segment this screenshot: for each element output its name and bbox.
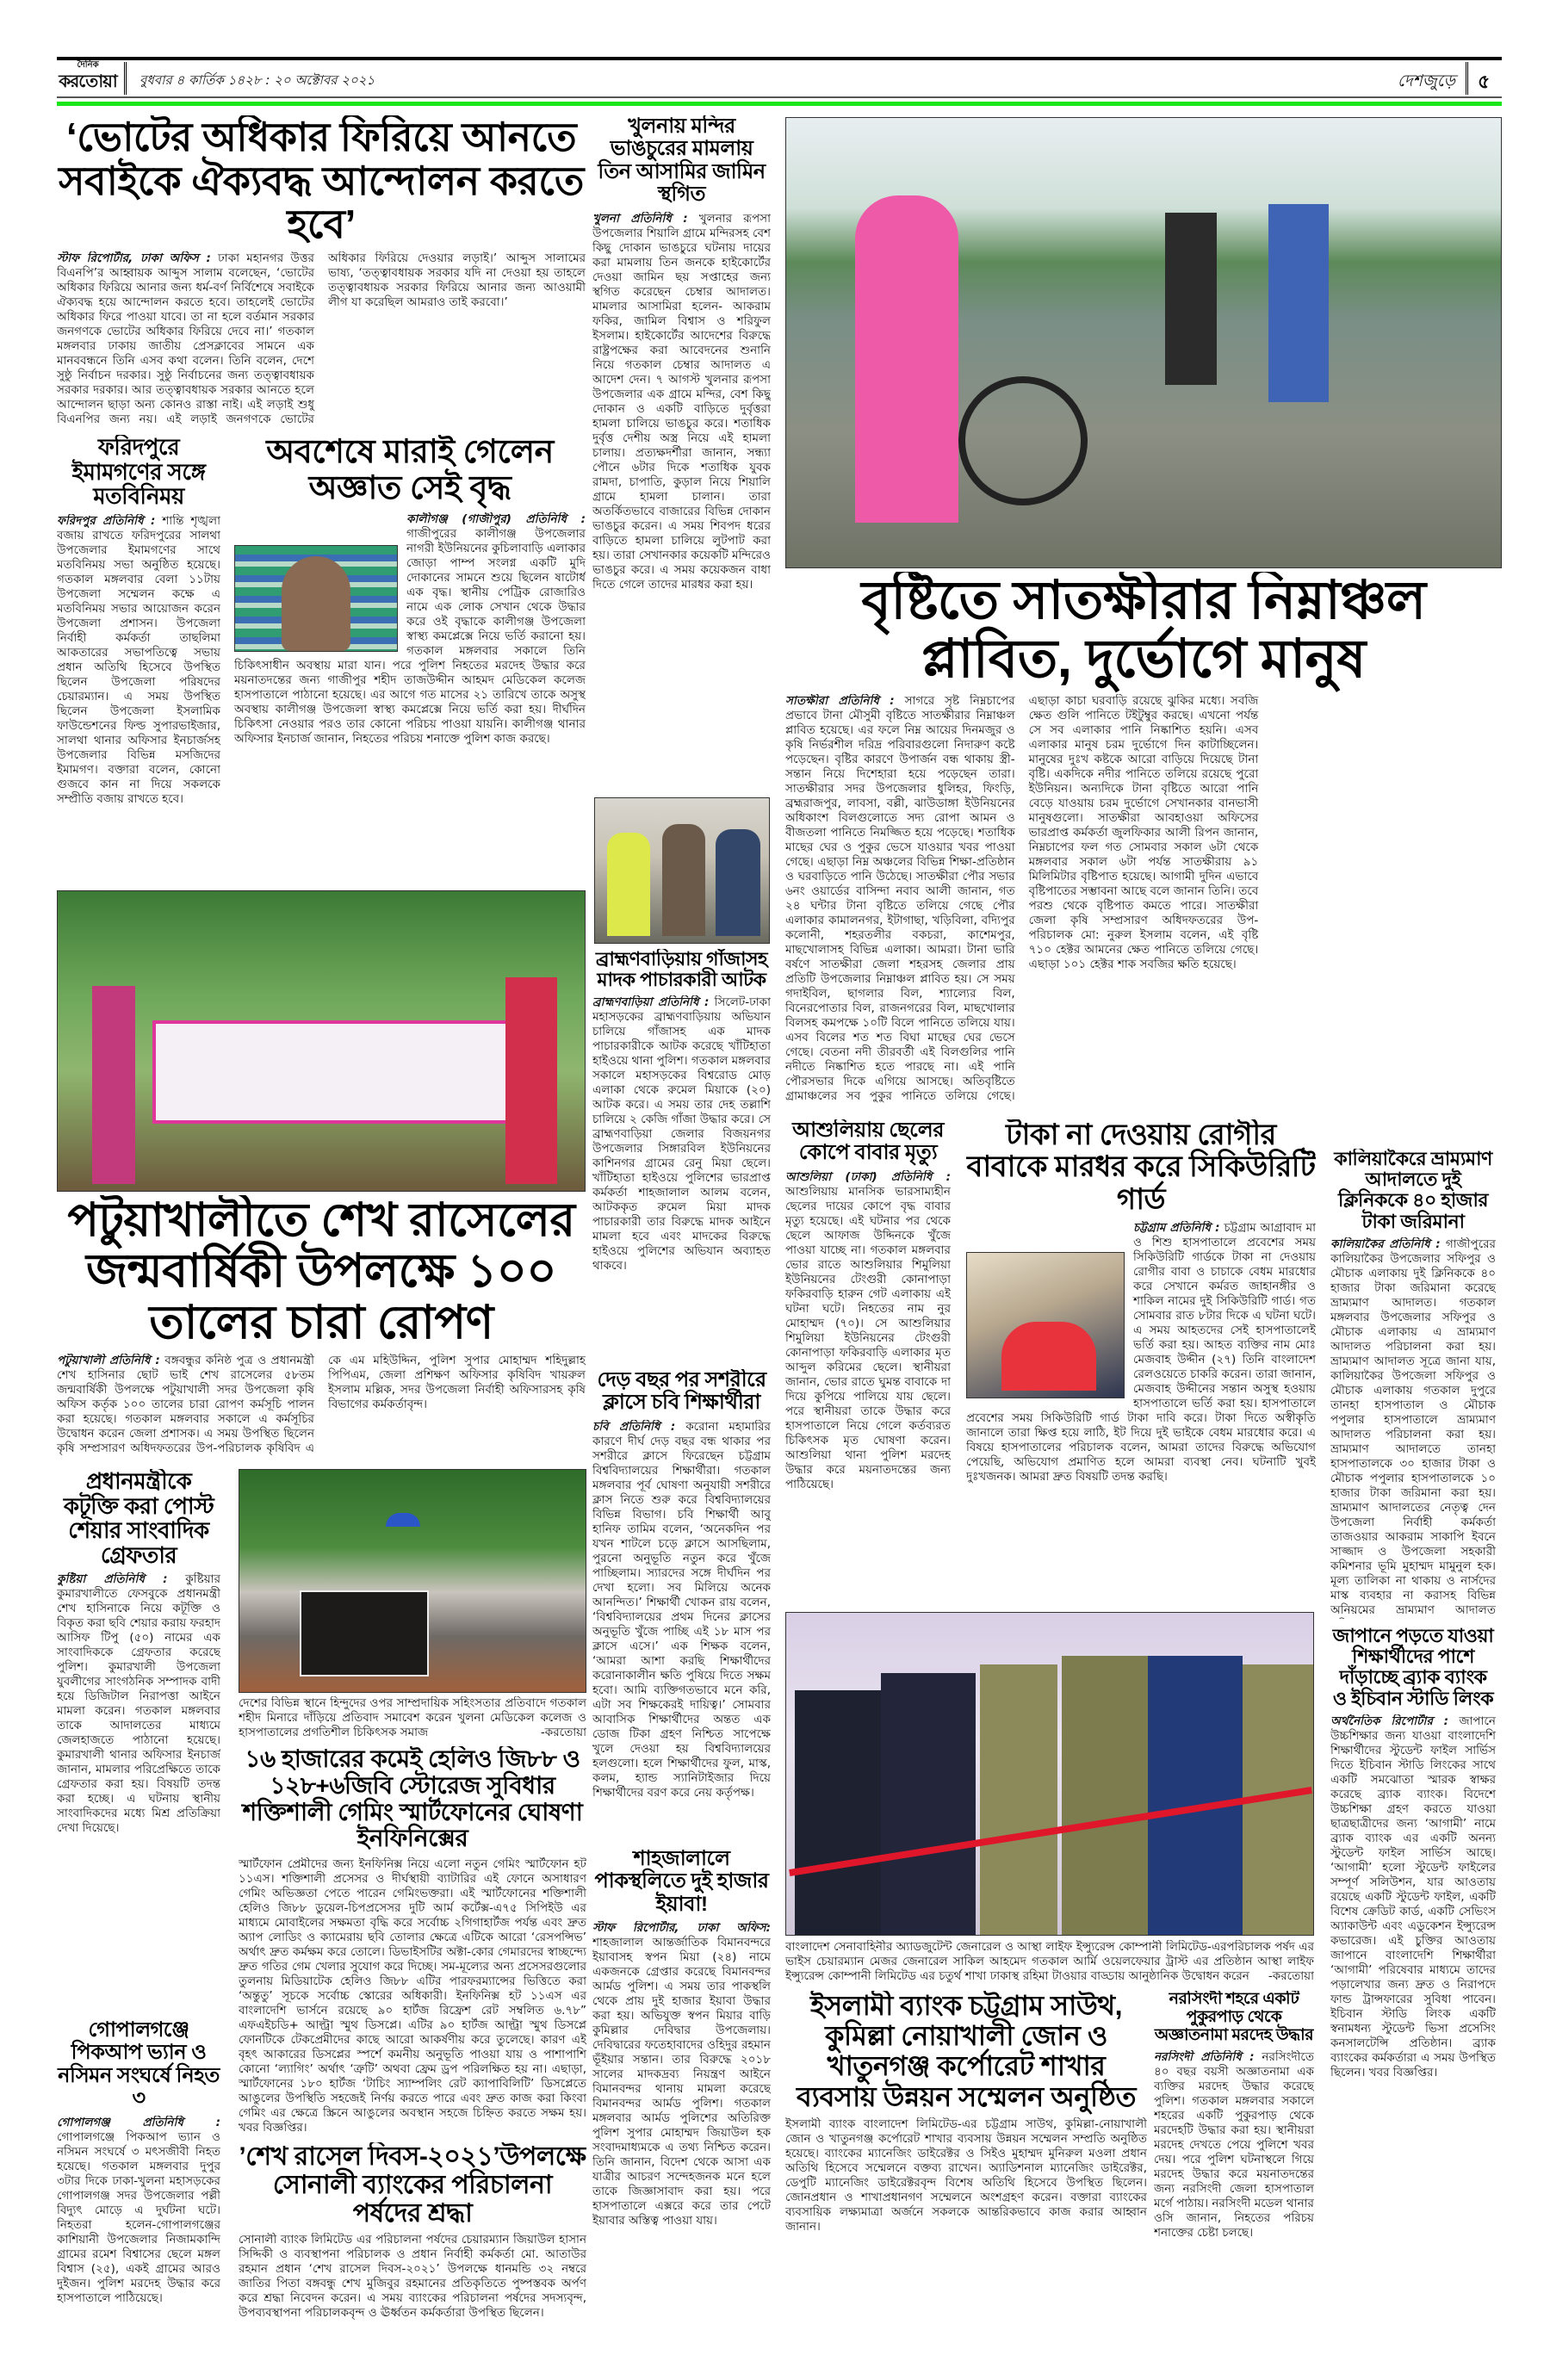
caption-text: বাংলাদেশ সেনাবাহিনীর অ্যাডজুটেন্ট জেনারেল ও আস্থা লাইফ ইন্স্যুরেন্স কোম্পানী লিমিটেড-এরপরিচালক পর্ষদ এর ভাইস চেয়ারম্যান মেজর জেনারেল সাকিল আহমেদ গতকাল আর্মি ওয়েলফেয়ার ট্রাস্ট এর প্রতিষ্ঠান আস্থা লাইফ ইন্স্যুরেন্স কোম্পানী লিমিটেড এর চতুর্থ শাখা ঢাকাস্থ রহিমা টাওয়ার বাড্ডায় আনুষ্ঠানিক উদ্বোধন করেন: [785, 1940, 1314, 1983]
person-with-bicycle: [855, 195, 958, 523]
story-text: জাপানে উচ্চশিক্ষার জন্য যাওয়া বাংলাদেশি শিক্ষার্থীদের স্টুডেন্ট ফাইল সার্ভিস দিতে ইচিবান স্টাডি লিংকের সাথে একটি সমঝোতা স্মারক স্বাক্ষর করেছে ব্র্যাক ব্যাংক। বিদেশে উচ্চশিক্ষা গ্রহণ করতে যাওয়া ছাত্রছাত্রীদের জন্য ‘আগামী’ নামে ব্র্যাক ব্যাংক এর একটি অনন্য স্টুডেন্ট ফাইল সার্ভিস আছে। ‘আগামী’ হলো স্টুডেন্ট ফাইলের সম্পূর্ণ সলিউশন, যার আওতায় রয়েছে একটি স্টুডেন্ট ফাইল, একটি বিশেষ ক্রেডিট কার্ড, একটি সেভিংস অ্যাকাউন্ট এবং এডুকেশন ইন্স্যুরেন্স কভারেজ। এই চুক্তির আওতায় জাপানে বাংলাদেশি শিক্ষার্থীরা ‘আগামী’ পরিষেবার মাধ্যমে তাদের পড়ালেখার জন্য দ্রুত ও নিরাপদে ফান্ড ট্রান্সফারের সুবিধা পাবেন। ইচিবান স্টাডি লিংক একটি স্বনামধন্য স্টুডেন্ট ভিসা প্রসেসিং কনসালটেন্সি প্রতিষ্ঠান। ব্র্যাক ব্যাংকের কর্মকর্তারা এ সময় উপস্থিত ছিলেন। খবর বিজ্ঞপ্তির।: [1330, 1714, 1496, 2079]
headline: খুলনায় মন্দির ভাঙচুরের মামলায় তিন আসামির জামিন স্থগিত: [598, 115, 766, 207]
headline: ‘ভোটের অধিকার ফিরিয়ে আনতে সবাইকে ঐক্যবদ্ধ আন্দোলন করতে হবে’: [59, 115, 584, 247]
story-body: [785, 1170, 951, 1607]
byline: কালীগঞ্জ (গাজীপুর) প্রতিনিধি :: [406, 511, 586, 526]
story-text: ঢাকা মহানগর উত্তর বিএনপি’র আহ্বায়ক আব্দুস সালাম বলেছেন, ‘ভোটের অধিকার ফিরিয়ে আনার জন্য ধর্ম-বর্ণ নির্বিশেষে সবাইকে ঐক্যবদ্ধ হয়ে আন্দোলন করতে হবে। তাহলেই ভোটের অধিকার ফিরে পাওয়া যাবে। তা না হলে বর্তমান সরকার জনগণকে ভোটের অধিকার ফিরিয়ে দেবে না।’ গতকাল মঙ্গলবার ঢাকায় জাতীয় প্রেসক্লাবের সামনে এক মানববন্ধনে তিনি এসব কথা বলেন। তিনি বলেন, দেশে সুষ্ঠু নির্বাচন দরকার। সুষ্ঠু নির্বাচনের জন্য তত্ত্বাবধায়ক সরকার দরকার। আর তত্ত্বাবধায়ক সরকার আনতে হলে আন্দোলন ছাড়া অন্য কোনও রাস্তা নাই। এই লড়াই শুধু বিএনপির জন্য নয়। এই লড়াই জনগণকে ভোটের অধিকার ফিরিয়ে দেওয়ার লড়াই।’ আব্দুস সালামের ভাষ্য, ‘তত্ত্বাবধায়ক সরকার যদি না দেওয়া হয় তাহলে তত্ত্বাবধায়ক সরকার ফিরিয়ে আনার জন্য আওয়ামী লীগ যা করেছিল আমরাও তাই করবো।’: [57, 251, 586, 426]
story-text: সিলেট-ঢাকা মহাসড়কের ব্রাহ্মণবাড়িয়ায় অভিযান চালিয়ে গাঁজাসহ এক মাদক পাচারকারীকে আটক করেছে খাঁটিহাতা হাইওয়ে থানা পুলিশ। গতকাল মঙ্গলবার সকালে মহাসড়কের বিশ্বরোড মোড় এলাকা থেকে রুমেল মিয়াকে (২০) আটক করে। এ সময় তার দেহ তল্লাশি চালিয়ে ২ কেজি গাঁজা উদ্ধার করে। সে ব্রাহ্মণবাড়িয়া জেলার বিজয়নগর উপজেলার সিঙ্গারবিল ইউনিয়নের কাশিনগর গ্রামের রেনু মিয়া ছেলে। খাঁটিহাতা হাইওয়ে পুলিশের ভারপ্রাপ্ত কর্মকর্তা শাহজালাল আলম বলেন, আটককৃত রুমেল মিয়া মাদক পাচারকারী তার বিরুদ্ধে মাদক আইনে মামলা হবে এবং মাদকের বিরুদ্ধে হাইওয়ে পুলিশের অভিযান অব্যাহত থাকবে।: [592, 995, 771, 1274]
story-text: বঙ্গবন্ধুর কনিষ্ঠ পুত্র ও প্রধানমন্ত্রী শেখ হাসিনার ছোট ভাই শেখ রাসেলের ৫৮তম জন্মবার্ষিকী উপলক্ষে পটুয়াখালী সদর উপজেলা কৃষি অফিস কর্তৃক ১০০ তালের চারা রোপণ কর্মসূচি পালন করা হয়েছে। গতকাল মঙ্গলবার সকালে এ কর্মসূচির উদ্বোধন করেন জেলা প্রশাসক। এ সময় উপস্থিত ছিলেন কৃষি সম্প্রসারণ অধিদফতরের উপ-পরিচালক কৃষিবিদ এ কে এম মহিউদ্দিন, পুলিশ সুপার মোহাম্মদ শহিদুল্লাহ পিপিএম, জেলা প্রশিক্ষণ অফিসার কৃষিবিদ খায়রুল ইসলাম মল্লিক, সদর উপজেলা নির্বাহী অফিসারসহ কৃষি বিভাগের কর্মকর্তাবৃন্দ।: [57, 1354, 586, 1456]
headline: টাকা না দেওয়ায় রোগীর বাবাকে মারধর করে সিকিউরিটি গার্ড: [966, 1119, 1316, 1216]
person-figure: [1148, 1656, 1243, 1936]
person-figure: [92, 986, 135, 1184]
person-figure: [662, 824, 705, 936]
story-body: [239, 2233, 586, 2332]
event-banner: [152, 1020, 514, 1124]
byline: খুলনা প্রতিনিধি :: [592, 211, 688, 226]
story-body: [592, 212, 771, 792]
story-kaliakoir-fine: [1330, 1149, 1496, 1619]
person-figure: [1165, 213, 1217, 385]
person-figure: [505, 977, 557, 1184]
headline: কালিয়াকৈরে ভ্রাম্যমাণ আদালতে দুই ক্লিনিককে ৪০ হাজার টাকা জরিমানা: [1334, 1149, 1492, 1232]
headline: ইসলামী ব্যাংক চট্টগ্রাম সাউথ, কুমিল্লা নোয়াখালী জোন ও খাতুনগঞ্জ কর্পোরেট শাখার ব্যবসায় উন্নয়ন সম্মেলন অনুষ্ঠিত: [796, 1991, 1136, 2112]
headline: দেড় বছর পর সশরীরে ক্লাসে চবি শিক্ষার্থীরা: [597, 1369, 766, 1415]
person-figure: [1001, 1322, 1096, 1391]
photo-caption-ceremony: [785, 1940, 1314, 1984]
headline: নরসিংদী শহরে একটি পুকুরপাড় থেকে অজ্ঞাতনামা মরদেহ উদ্ধার: [1154, 1991, 1314, 2044]
section-name: দেশজুড়ে: [1397, 71, 1455, 90]
story-text: গোপালগঞ্জে পিকআপ ভ্যান ও নসিমন সংঘর্ষে ৩ মৎসজীবী নিহত হয়েছে। গতকাল মঙ্গলবার দুপুর ৩টার দিকে ঢাকা-খুলনা মহাসড়কের গোপালগঞ্জ সদর উপজেলার পল্লী বিদ্যুৎ মোড়ে এ দুর্ঘটনা ঘটে। নিহতরা হলেন-গোপালগঞ্জের কাশিয়ানী উপজেলার নিজামকান্দি গ্রামের রমেশ বিশ্বাসের ছেলে মঙ্গল বিশ্বাস (২৫), একই গ্রামের আরও দুইজন। পুলিশ মরদেহ উদ্ধার করে হাসপাতালে পাঠিয়েছে।: [57, 2129, 220, 2305]
story-brahmanbaria: [592, 949, 771, 1360]
person-figure: [607, 833, 650, 936]
byline: ব্রাহ্মণবাড়িয়া প্রতিনিধি :: [592, 995, 710, 1010]
story-text: ইসলামী ব্যাংক বাংলাদেশ লিমিটেড-এর চট্টগ্রাম সাউথ, কুমিল্লা-নোয়াখালী জোন ও খাতুনগঞ্জ কর্পোরেট শাখার ব্যবসায় উন্নয়ন সম্মেলন সম্প্রতি অনুষ্ঠিত হয়েছে। ব্যাংকের ম্যানেজিং ডাইরেক্টর ও সিইও মুহাম্মদ মুনিরুল মওলা প্রধান অতিথি হিসেবে সম্মেলনে বক্তব্য রাখেন। অ্যাডিশনাল ম্যানেজিং ডাইরেক্টর, ডেপুটি ম্যানেজিং ডাইরেক্টরবৃন্দ বিশেষ অতিথি হিসেবে উপস্থিত ছিলেন। জোনপ্রধান ও শাখাপ্রধানগণ সম্মেলনে অংশগ্রহণ করেন। বক্তারা ব্যাংকের ব্যবসায়িক লক্ষ্যমাত্রা অর্জনে সকলকে আন্তরিকভাবে কাজ করার আহ্বান জানান।: [785, 2117, 1147, 2234]
story-lead: [57, 115, 586, 427]
story-body: [239, 1857, 586, 2137]
byline: গোপালগঞ্জ প্রতিনিধি :: [57, 2115, 220, 2129]
story-text: শাহজালাল আন্তর্জাতিক বিমানবন্দরে ইয়াবাসহ স্বপন মিয়া (২৪) নামে একজনকে গ্রেপ্তার করেছে বিমানবন্দর আর্মড পুলিশ। এ সময় তার পাকস্থলি থেকে প্রায় দুই হাজার ইয়াবা উদ্ধার করা হয়। অভিযুক্ত স্বপন মিয়ার বাড়ি কুমিল্লার দেবিদ্বার উপজেলায়। দেবিদ্বারের ফতেহাবাদের ওহিদুর রহমান ভূঁইয়ার সন্তান। তার বিরুদ্ধে ২০১৮ সালের মাদকদ্রব্য নিয়ন্ত্রণ আইনে বিমানবন্দর থানায় মামলা করেছে বিমানবন্দর আর্মড পুলিশ। গতকাল মঙ্গলবার আর্মড পুলিশের অতিরিক্ত পুলিশ সুপার মোহাম্মদ জিয়াউল হক সংবাদমাধ্যমকে এ তথ্য নিশ্চিত করেন। তিনি জানান, বিদেশ থেকে আসা এক যাত্রীর আচরণ সন্দেহজনক মনে হলে তাকে জিজ্ঞাসাবাদ করা হয়। পরে হাসপাতালে এক্সরে করে তার পেটে ইয়াবার অস্তিত্ব পাওয়া যায়।: [592, 1936, 771, 2228]
headline: ব্রাহ্মণবাড়িয়ায় গাঁজাসহ মাদক পাচারকারী আটক: [595, 949, 768, 991]
story-text: চট্টগ্রাম আগ্রাবাদ মা ও শিশু হাসপাতালে প্রবেশের সময় সিকিউরিটি গার্ডকে টাকা না দেওয়ায় রোগীর বাবা ও চাচাকে বেধম মারধোর করে সেখানে কর্মরত জাহানঙ্গীর ও শাকিল নামের দুই সিকিউরিটি গার্ড। গত সোমবার রাত ৮টার দিকে এ ঘটনা ঘটে। এ সময় আহতদের সেই হাসপাতালেই ভর্তি করা হয়। আহত ব্যক্তির নাম মোঃ মেজবাহ উদ্দীন (২৭) তিনি বাংলাদেশ রেলওয়েতে চাকরি করেন। তারা জানান, মেজবাহ উদ্দীনের সন্তান অসুস্থ হওয়ায় হাসপাতালে ভর্তি করা হয়। হাসপাতালে প্রবেশের সময় সিকিউরিটি গার্ড টাকা দাবি করে। টাকা দিতে অস্বীকৃতি জানালে তারা ক্ষিপ্ত হয়ে লাঠি, ইট দিয়ে দুই ভাইকে বেধম মারধোর করে। এ বিষয়ে হাসপাতালের পরিচালক বলেন, আমরা তাদের বিরুদ্ধে অভিযোগ পেয়েছি, অভিযোগ প্রমাণিত হলে আমরা ব্যবস্থা নেব। ঘটনাটি খুবই দুঃখজনক। আমরা দ্রুত বিষয়টি তদন্ত করছি।: [966, 1221, 1316, 1484]
story-narsingdi-body-found: [1154, 1991, 1314, 2332]
headline: জাপানে পড়তে যাওয়া শিক্ষার্থীদের পাশে দাঁড়াচ্ছে ব্র্যাক ব্যাংক ও ইচিবান স্টাডি লিংক: [1332, 1626, 1494, 1709]
story-text: করোনা মহামারির কারণে দীর্ঘ দেড় বছর বন্ধ থাকার পর সশরীরে ক্লাসে ফিরেছেন চট্টগ্রাম বিশ্ববিদ্যালয়ের শিক্ষার্থীরা। গতকাল মঙ্গলবার পূর্ব ঘোষণা অনুযায়ী সশরীরে ক্লাস নিতে শুরু করে বিশ্ববিদ্যালয়ের বিভিন্ন বিভাগ। চবি শিক্ষার্থী আবু হানিফ তামিম বলেন, ‘অনেকদিন পর যখন শাটলে চড়ে ক্লাসে আসছিলাম, পুরনো অনুভূতি নতুন করে খুঁজে পাচ্ছিলাম। স্যারদের সঙ্গে দীর্ঘদিন পর দেখা হলো। সব মিলিয়ে অনেক আনন্দিত।’ শিক্ষার্থী খোকন রায় বলেন, ‘বিশ্ববিদ্যালয়ের প্রথম দিনের ক্লাসের অনুভূতি খুঁজে পাচ্ছি এই ১৮ মাস পর ক্লাসে এসে।’ এক শিক্ষক বলেন, ‘আমরা আশা করছি শিক্ষার্থীদের করোনাকালীন ক্ষতি পুষিয়ে দিতে সক্ষম হবো। আমি ব্যক্তিগতভাবে মনে করি, এটা সব শিক্ষকেরই দায়িত্ব।’ সোমবার আবাসিক শিক্ষার্থীদের অন্তত এক ডোজ টিকা গ্রহণ নিশ্চিত সাপেক্ষে খুলে দেওয়া হয় বিশ্ববিদ্যালয়ের হলগুলো। হলে শিক্ষার্থীদের ফুল, মাস্ক, কলম, হ্যান্ড স্যানিটাইজার দিয়ে শিক্ষার্থীদের বরণ করে নেয় কর্তৃপক্ষ।: [592, 1419, 771, 1800]
headline: গোপালগঞ্জে পিকআপ ভ্যান ও নসিমন সংঘর্ষে নিহত ৩: [58, 2019, 220, 2110]
byline: চবি প্রতিনিধি :: [592, 1419, 676, 1434]
story-text: শান্তি শৃঙ্খলা বজায় রাখতে ফরিদপুরের সালথা উপজেলার ইমামগণের সাথে মতবিনিময় সভা অনুষ্ঠিত হয়েছে। গতকাল মঙ্গলবার বেলা ১১টায় উপজেলা সম্মেলন কক্ষে এ মতবিনিময় সভার আয়োজন করেন উপজেলা প্রশাসন। উপজেলা নির্বাহী কর্মকর্তা তাছলিমা আকতারের সভাপতিত্বে সভায় প্রধান অতিথি হিসেবে উপস্থিত ছিলেন উপজেলা পরিষদের চেয়ারম্যান। এ সময় উপস্থিত ছিলেন উপজেলা ইসলামিক ফাউন্ডেশনের ফিল্ড সুপারভাইজার, সালথা থানার অফিসার ইনচার্জসহ উপজেলার বিভিন্ন মসজিদের ইমামগণ। বক্তারা বলেন, কোনো গুজবে কান না দিয়ে সকলকে সম্প্রীতি বজায় রাখতে হবে।: [57, 513, 220, 806]
headline: প্রধানমন্ত্রীকে কটূক্তি করা পোস্ট শেয়ার সাংবাদিক গ্রেফতার: [63, 1469, 214, 1568]
story-text: সাগরে সৃষ্ট নিম্নচাপের প্রভাবে টানা মৌসুমী বৃষ্টিতে সাতক্ষীরার নিম্নাঞ্চল প্লাবিত হয়েছে। এর ফলে নিম্ন আয়ের দিনমজুর ও কৃষি নির্ভরশীল দরিদ্র পরিবারগুলো নিদারুণ কষ্টে পড়েছেন। বৃষ্টির কারণে উপার্জন বন্ধ থাকায় স্ত্রী-সন্তান নিয়ে দিশেহারা হয়ে পড়েছেন তারা। সাতক্ষীরার সদর উপজেলার ধুলিহর, ফিংড়ি, ব্রহ্মরাজপুর, লাবসা, বল্লী, ঝাউডাঙ্গা ইউনিয়নের অধিকাংশ বিলগুলোতে সদ্য রোপা আমন ও বীজতলা পানিতে নিমজ্জিত হয়ে পড়েছে। শতাধিক মাছের ঘের ও পুকুর ভেসে যাওয়ার খবর পাওয়া গেছে। এছাড়া নিম্ন অঞ্চলের বিভিন্ন শিক্ষা-প্রতিষ্ঠান ও ঘরবাড়িতে পানি উঠেছে। সাতক্ষীরা পৌর সভার ৬নং ওয়ার্ডের বাসিন্দা নবাব আলী জানান, গত ২৪ ঘন্টার টানা বৃষ্টিতে তলিয়ে গেছে পৌর এলাকার কামালনগর, ইটাগাছা, খড়িবিলা, বদ্যিপুর কলোনী, শহরতলীর বকচরা, কাশেমপুর, মাছখোলাসহ বিভিন্ন এলাকা। আমরা। টানা ভারি বর্ষণে সাতক্ষীরা জেলা শহরসহ জেলার প্রায় প্রতিটি উপজেলার নিম্নাঞ্চল প্লাবিত হয়। সে সময় গদাইবিল, ছাগলার বিল, শ্যাল্যের বিল, বিনেরপোতার বিল, রাজনগরের বিল, মাছখোলার বিলসহ কমপক্ষে ১০টি বিলে পানিতে তলিয়ে যায়। এসব বিলের শত শত বিঘা মাছের ঘের ভেসে গেছে। বেতনা নদী তীরবর্তী এই বিলগুলির পানি নদীতে নিষ্কাশিত হতে পারছে না। এই পানি পৌরসভার দিকে এগিয়ে আসছে। অতিবৃষ্টিতে গ্রামাঞ্চলের সব পুকুর পানিতে তলিয়ে গেছে। এছাড়া কাচা ঘরবাড়ি রয়েছে ঝুকির মধ্যে। সবজি ক্ষেত গুলি পানিতে টইটুম্বুর করছে। এখনো পর্যন্ত সে সব এলাকার পানি নিষ্কাশিত হয়নি। এসব এলাকার মানুষ চরম দুর্ভোগে দিন কাটাচ্ছিলেন। মানুষের দুঃখ কষ্টকে আরো বাড়িয়ে দিয়েছে টানা বৃষ্টি। একদিকে নদীর পানিতে তলিয়ে রয়েছে পুরো ইউনিয়ন। অন্যদিকে টানা বৃষ্টিতে আরো পানি বেড়ে যাওয়ায় চরম দুর্ভোগে সেখানকার বানভাসী মানুষগুলো। সাতক্ষীরা আবহাওয়া অফিসের ভারপ্রাপ্ত কর্মকর্তা জুলফিকার আলী রিপন জানান, নিম্নচাপের ফল গত সোমবার সকাল ৬টা থেকে মঙ্গলবার সকাল ৬টা পর্যন্ত সাতক্ষীরায় ৯১ মিলিমিটার বৃষ্টিপাত হয়েছে। আগামী দুদিন এভাবে বৃষ্টিপাতের সম্ভাবনা আছে বলে জানান তিনি। তবে পরশু থেকে বৃষ্টিপাত কমতে পারে। সাতক্ষীরা জেলা কৃষি সম্প্রসারণ অধিদফতরের উপ-পরিচালক মো: নুরুল ইসলাম বলেন, এই বৃষ্টি ৭১০ হেক্টর আমনের ক্ষেত পানিতে তলিয়ে গেছে। এছাড়া ১০১ হেক্টর শাক সবজির ক্ষতি হয়েছে।: [785, 694, 1259, 1104]
story-shahjalal-yaba: [592, 1848, 771, 2332]
page-divider: [1466, 62, 1468, 95]
photo-doctors-protest-rally: [239, 1469, 586, 1693]
byline: সাতক্ষীরা প্রতিনিধি :: [785, 694, 895, 709]
story-gopalganj-accident: [57, 2019, 220, 2331]
story-body: [1154, 2050, 1314, 2332]
protest-banner: [300, 1590, 429, 1677]
photo-caption-rally: [239, 1696, 586, 1740]
headline: বৃষ্টিতে সাতক্ষীরার নিম্নাঞ্চল প্লাবিত, দুর্ভোগে মানুষ: [861, 572, 1426, 690]
story-body: [592, 1921, 771, 2332]
bicycle-wheel: [958, 376, 1088, 505]
masthead-divider: [124, 62, 127, 95]
story-security-guard-assault: [966, 1119, 1316, 1607]
story-text: কুষ্টিয়ার কুমারখালীতে ফেসবুকে প্রধানমন্ত্রী শেখ হাসিনাকে নিয়ে কটূক্তি ও বিকৃত করা ছবি শেয়ার করায় ফরহাদ আসিফ টিপু (৫০) নামের এক সাংবাদিককে গ্রেফতার করেছে পুলিশ। কুমারখালী উপজেলা যুবলীগের সাংগঠনিক সম্পাদক বাদী হয়ে ডিজিটাল নিরাপত্তা আইনে মামলা করেন। গতকাল মঙ্গলবার তাকে আদালতের মাধ্যমে জেলহাজতে পাঠানো হয়েছে। কুমারখালী থানার অফিসার ইনচার্জ জানান, মামলার পরিপ্রেক্ষিতে তাকে গ্রেফতার করা হয়। বিষয়টি তদন্ত করা হচ্ছে। এ ঘটনায় স্থানীয় সাংবাদিকদের মধ্যে মিশ্র প্রতিক্রিয়া দেখা দিয়েছে।: [57, 1572, 220, 1836]
page-number: ৫: [1478, 71, 1491, 93]
photo-injured-man: [966, 1252, 1125, 1398]
story-journalist-arrest: [57, 1469, 220, 2013]
story-text: আশুলিয়ায় মানসিক ভারসাম্যহীন ছেলের দায়ের কোপে বৃদ্ধ বাবার মৃত্যু হয়েছে। এই ঘটনার পর থেকে ছেলে আফাজ উদ্দিনকে খুঁজে পাওয়া যাচ্ছে না। গতকাল মঙ্গলবার ভোর রাতে আশুলিয়ার শিমুলিয়া ইউনিয়নের টেংগুরী কোনাপাড়া ফকিরবাড়ি হারুন গেট এলাকায় এই ঘটনা ঘটে। নিহতের নাম নুর মোহাম্মদ (৭০)। সে আশুলিয়ার শিমুলিয়া ইউনিয়নের টেংগুরী কোনাপাড়া ফকিরবাড়ি এলাকার মৃত আব্দুল করিমের ছেলে। স্থানীয়রা জানান, ভোর রাতে ঘুমন্ত বাবাকে দা দিয়ে কুপিয়ে পালিয়ে যায় ছেলে। পরে স্থানীয়রা তাকে উদ্ধার করে হাসপাতালে নিয়ে গেলে কর্তব্যরত চিকিৎসক মৃত ঘোষণা করেন। আশুলিয়া থানা পুলিশ মরদেহ উদ্ধার করে ময়নাতদন্তের জন্য পাঠিয়েছে।: [785, 1184, 951, 1491]
story-body: [57, 1354, 586, 1457]
byline: স্টাফ রিপোর্টার, ঢাকা অফিস :: [57, 251, 211, 265]
byline: স্টাফ রিপোর্টার, ঢাকা অফিস:: [592, 1921, 771, 1936]
headline: পটুয়াখালীতে শেখ রাসেলের জন্মবার্ষিকী উপলক্ষে ১০০ তালের চারা রোপণ: [67, 1195, 575, 1348]
story-unknown-elderly-man: [234, 435, 586, 887]
story-body: [592, 995, 771, 1360]
photo-credit: -করতোয়া: [540, 1726, 586, 1739]
story-satkhira: [785, 572, 1502, 1113]
story-text: গাজীপুরের কালিয়াকৈর উপজেলার সফিপুর ও মৌচাক এলাকায় দুই ক্লিনিককে ৪০ হাজার টাকা জরিমানা করেছে ভ্রাম্যমাণ আদালত। গতকাল মঙ্গলবার উপজেলার সফিপুর ও মৌচাক এলাকায় এ ভ্রাম্যমাণ আদালত পরিচালনা করা হয়। ভ্রাম্যমাণ আদালত সূত্রে জানা যায়, কালিয়াকৈর উপজেলা সফিপুর ও মৌচাক এলাকায় গতকাল দুপুরে তানহা হাসপাতাল ও মৌচাক পপুলার হাসপাতালে ভ্রাম্যমাণ আদালত পরিচালনা করা হয়। ভ্রাম্যমাণ আদালতে তানহা হাসপাতালকে ৩০ হাজার টাকা ও মৌচাক পপুলার হাসপাতালকে ১০ হাজার টাকা জরিমানা করা হয়। ভ্রাম্যমাণ আদালতের নেতৃত্ব দেন উপজেলা নির্বাহী কর্মকর্তা তাজওয়ার আকরাম সাকাপি ইবনে সাজ্জাদ ও উপজেলা সহকারী কমিশনার ভূমি মুহাম্মদ মামুনুল হক। মূল্য তালিকা না থাকায় ও নার্সদের মাস্ক ব্যবহার না করাসহ বিভিন্ন অনিয়মের ভ্রাম্যমাণ আদালত: [1330, 1236, 1496, 1617]
story-body: [1330, 1237, 1496, 1619]
person-figure: [1268, 204, 1329, 402]
byline: নরসিংদী প্রতিনিধি :: [1154, 2049, 1255, 2064]
byline: চট্টগ্রাম প্রতিনিধি :: [1133, 1221, 1220, 1236]
issue-date: বুধবার ৪ কার্তিক ১৪২৮ : ২০ অক্টোবর ২০২১: [140, 72, 375, 88]
story-sonali-bank: [239, 2142, 586, 2332]
story-text: স্মার্টফোন প্রেমীদের জন্য ইনফিনিক্স নিয়ে এলো নতুন গেমিং স্মার্টফোন হট ১১এস। শক্তিশালী প্রসেসর ও দীর্ঘস্থায়ী ব্যাটারির এই ফোনে অসাধারণ গেমিং অভিজ্ঞতা পেতে পারেন গেমিংভক্তরা। এই স্মার্টফোনের শক্তিশালী হেলিও জি৮৮ ডুয়েল-চিপপ্রসেসর দুটি আর্ম কর্টেক্স-এ৭৫ সিপিইউ এর মাধ্যমে মোবাইলের সক্ষমতা বৃদ্ধি করে সর্বোচ্চ ২গিগাহার্টজ পর্যন্ত এবং দ্রুত অ্যাপ লোডিং ও ক্যামেরায় ছবি তোলার ক্ষেত্রে এটিকে আরো ‘রেসপন্সিভ’ অর্থাৎ দ্রুত কর্মক্ষম করে তোলে। ডিভাইসটির অক্টা-কোর গেমারদের স্বাচ্ছন্দ্যে দ্রুত গতির গেম খেলার সুযোগ করে দিচ্ছে। সম-মূল্যের অন্য প্রসেসরগুলোর তুলনায় মিডিয়াটেক হেলিও জি৮৮ এটির পারফরম্যান্সের ভিত্তিতে করা ‘অন্তুতু’ সূচকে সর্বোচ্চ স্কোরের অধিকারী। ইনফিনিক্স হট ১১এস এর বাংলাদেশি ভার্সনে রয়েছে ৯০ হার্টজ রিফ্রেশ রেট সম্বলিত ৬.৭৮” এফএইচডি+ আল্ট্রা স্মুথ ডিসপ্লে। এটির ৯০ হার্টজ আল্ট্রা স্মুথ ডিসপ্লে ফোনটিকে টেকপ্রেমীদের কাছে আরো আকর্ষণীয় করে তুলেছে। কারণ এই বৃহৎ আকারের ডিসপ্লের স্পর্শে কমনীয় অনুভূতি পাওয়া যায় ও পাশাপাশি কোনো ‘ল্যাগিং’ অর্থাৎ ‘ত্রুটি’ অথবা ফ্রেম ড্রপ পরিলক্ষিত হয় না। এছাড়া, স্মার্টফোনের ১৮০ হার্টজ ‘টাচিং স্যাম্পলিং রেট ক্যাপাবিলিটি’ ডিসপ্লেতে আঙুলের উপস্থিতি সহজেই নির্ণয় করতে পারে এবং দ্রুত কাজ করা কিংবা গেমিং এর ক্ষেত্রে স্ক্রিনে আঙুলের অবস্থান সহজে চিহ্নিত করতে সক্ষম হয়। খবর বিজ্ঞপ্তির।: [239, 1857, 586, 2135]
photo-palm-sapling-planting: [57, 890, 586, 1192]
logo-small-text: দৈনিক: [77, 60, 99, 70]
headline: ’শেখ রাসেল দিবস-২০২১’উপলক্ষে সোনালী ব্যাংকের পরিচালনা পর্ষদের শ্রদ্ধা: [239, 2142, 586, 2228]
photo-ribbon-cutting-ceremony: [785, 1612, 1314, 1936]
headline: ১৬ হাজারের কমেই হেলিও জি৮৮ ও ১২৮+৬জিবি স্টোরেজ সুবিধার শক্তিশালী গেমিং স্মার্টফোনের ঘোষণা ইনফিনিক্সের: [242, 1746, 583, 1852]
story-text: খুলনার রূপসা উপজেলার শিয়ালি গ্রামে মন্দিরসহ বেশ কিছু দোকান ভাঙচুরে ঘটনায় দায়ের করা মামলায় তিন জনকে হাইকোর্টের দেওয়া জামিন ছয় সপ্তাহের জন্য স্থগিত করেছেন চেম্বার আদালত। মামলার আসামিরা হলেন- আকরাম ফকির, জামিল বিশ্বাস ও শরিফুল ইসলাম। হাইকোর্টের আদেশের বিরুদ্ধে রাষ্ট্রপক্ষের করা আবেদনের শুনানি নিয়ে গতকাল চেম্বার আদালত এ আদেশ দেন। ৭ আগস্ট খুলনার রূপসা উপজেলার এক গ্রামে মন্দির, বেশ কিছু দোকান ও একটি বাড়িতে দুর্বৃত্তরা হামলা চালিয়ে ভাঙচুর করে। শতাধিক দুর্বৃত্ত দেশীয় অস্ত্র নিয়ে এই হামলা চালায়। প্রত্যক্ষদর্শীরা জানান, সন্ধ্যা পৌনে ৬টার দিকে শতাধিক যুবক রামদা, চাপাতি, কুড়াল নিয়ে শিয়ালি গ্রামে হামলা চালান। তারা অতর্কিতভাবে বাজারের বিভিন্ন দোকান ভাঙচুর করেন। এ সময় শিবপদ ধরের বাড়িতে হামলা চালিয়ে লুটপাট করা হয়। তারা সেখানকার কয়েকটি মন্দিরেও ভাঙচুর করে। এ সময় কয়েকজন বাধা দিতে গেলে তাদের মারধর করা হয়।: [592, 211, 771, 592]
story-infinix-smartphone: [239, 1746, 586, 2137]
photo-elderly-man: [234, 545, 398, 652]
story-body: [1330, 1714, 1496, 2332]
headline: অবশেষে মারাই গেলেন অজ্ঞাত সেই বৃদ্ধ: [266, 435, 554, 506]
story-cu-students: [592, 1369, 771, 1843]
photo-arrested-men: [594, 797, 770, 944]
story-ashulia-murder: [785, 1119, 951, 1607]
story-faridpur: [57, 435, 220, 887]
photo-credit: -করতোয়া: [1268, 1969, 1314, 1983]
story-body: [234, 512, 586, 887]
byline: কালিয়াকৈর প্রতিনিধি :: [1330, 1236, 1441, 1251]
masthead-top-rule: [57, 57, 1502, 60]
story-brac-bank-japan: [1330, 1626, 1496, 2332]
story-body: [966, 1221, 1316, 1607]
story-body: [785, 2117, 1147, 2332]
person-figure: [881, 1673, 976, 1936]
byline: আশুলিয়া (ঢাকা) প্রতিনিধি :: [785, 1169, 951, 1184]
story-islami-bank: [785, 1991, 1147, 2332]
headline: আশুলিয়ায় ছেলের কোপে বাবার মৃত্যু: [792, 1119, 944, 1165]
masthead-accent-rule: [57, 102, 1502, 106]
story-body: [57, 2116, 220, 2331]
person-figure: [795, 1690, 881, 1936]
logo-main-text: করতোয়া: [59, 71, 117, 91]
story-khulna: [592, 115, 771, 792]
story-text: নরসিংদীতে ৪০ বছর বয়সী অজ্ঞাতনামা এক ব্যক্তির মরদেহ উদ্ধার করেছে পুলিশ। গতকাল মঙ্গলবার সকালে শহরের একটি পুকুরপাড় থেকে মরদেহটি উদ্ধার করা হয়। স্থানীয়রা মরদেহ দেখতে পেয়ে পুলিশে খবর দেয়। পরে পুলিশ ঘটনাস্থলে গিয়ে মরদেহ উদ্ধার করে ময়নাতদন্তের জন্য নরসিংদী জেলা হাসপাতাল মর্গে পাঠায়। নরসিংদী মডেল থানার ওসি জানান, নিহতের পরিচয় শনাক্তের চেষ্টা চলছে।: [1154, 2049, 1314, 2240]
headline: ফরিদপুরে ইমামগণের সঙ্গে মতবিনিময়: [71, 435, 206, 510]
story-body: [592, 1420, 771, 1843]
masthead-bottom-rule: [57, 96, 1502, 98]
story-patuakhali: [57, 1195, 586, 1457]
person-figure: [1062, 1656, 1148, 1936]
byline: ফরিদপুর প্রতিনিধি :: [57, 513, 156, 528]
byline: কুষ্টিয়া প্রতিনিধি :: [57, 1572, 168, 1587]
story-body: [785, 694, 1502, 1113]
face-figure: [282, 556, 350, 651]
story-text: গাজীপুরের কালীগঞ্জ উপজেলার নাগরী ইউনিয়নের কুচিলাবাড়ি এলাকার জোড়া পাম্প সংলগ্ন একটি মুদি দোকানের সামনে শুয়ে ছিলেন ষাটোর্ধ এক বৃদ্ধ। স্থানীয় পেট্রিক রোজারিও নামে এক লোক সেখান থেকে উদ্ধার করে ওই বৃদ্ধাকে কালীগঞ্জ উপজেলা স্বাস্থ্য কমপ্লেক্সে নিয়ে ভর্তি করানো হয়। গতকাল মঙ্গলবার সকালে তিনি চিকিৎসাধীন অবস্থায় মারা যান। পরে পুলিশ নিহতের মরদেহ উদ্ধার করে ময়নাতদন্তের জন্য গাজীপুর শহীদ তাজউদ্দীন আহমদ মেডিকেল কলেজ হাসপাতালে পাঠানো হয়েছে। এর আগে গত মাসের ২১ তারিখে তাকে অসুস্থ অবস্থায় কালীগঞ্জ উপজেলা স্বাস্থ্য কমপ্লেক্সে নিয়ে ভর্তি করা হয়। দীর্ঘদিন চিকিৎসা নেওয়ার পরও তার কোনো পরিচয় পাওয়া যায়নি। কালীগঞ্জ থানার অফিসার ইনচার্জ জানান, নিহতের পরিচয় শনাক্তে পুলিশ কাজ করছে।: [234, 526, 586, 746]
headline: শাহজালালে পাকস্থলিতে দুই হাজার ইয়াবা!: [594, 1848, 769, 1916]
person-figure: [716, 829, 760, 936]
newspaper-logo[interactable]: [57, 60, 119, 95]
byline: অর্থনৈতিক রিপোর্টার :: [1330, 1714, 1449, 1728]
story-body: [57, 1572, 220, 2013]
story-body: [57, 514, 220, 887]
caption-text: দেশের বিভিন্ন স্থানে হিন্দুদের ওপর সাম্প্রদায়িক সহিংসতার প্রতিবাদে গতকাল শহীদ মিনারে দাঁড়িয়ে প্রতিবাদ সমাবেশ করেন খুলনা মেডিকেল কলেজ ও হাসপাতালের প্রগতিশীল চিকিৎসক সমাজ: [239, 1696, 586, 1739]
photo-flooded-street: [785, 117, 1502, 568]
byline: পটুয়াখালী প্রতিনিধি :: [57, 1354, 160, 1368]
umbrella-figure: [386, 1513, 420, 1527]
person-figure: [980, 1664, 1057, 1936]
story-text: সোনালী ব্যাংক লিমিটেড এর পরিচালনা পর্ষদের চেয়ারম্যান জিয়াউল হাসান সিদ্দিকী ও ব্যবস্থাপনা পরিচালক ও প্রধান নির্বাহী কর্মকর্তা মো. আতাউর রহমান প্রধান ‘শেখ রাসেল দিবস-২০২১’ উপলক্ষে ধানমন্ডি ৩২ নম্বরে জাতির পিতা বঙ্গবন্ধু শেখ মুজিবুর রহমানের প্রতিকৃতিতে পুষ্পস্তবক অর্পণ করে শ্রদ্ধা নিবেদন করেন। এ সময় ব্যাংকের পরিচালনা পর্ষদের সদস্যবৃন্দ, উপব্যবস্থাপনা পরিচালকবৃন্দ ও ঊর্ধ্বতন কর্মকর্তারা উপস্থিত ছিলেন।: [239, 2233, 586, 2320]
story-body: [57, 251, 586, 427]
